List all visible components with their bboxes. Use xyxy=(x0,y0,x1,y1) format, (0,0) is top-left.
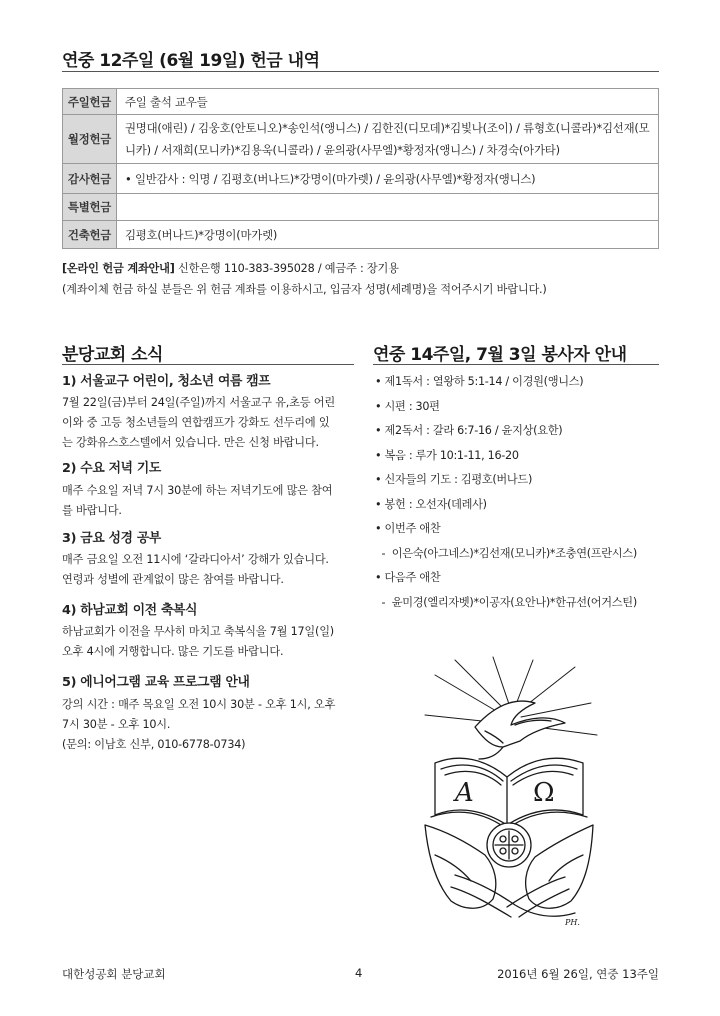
account-label: [온라인 헌금 계좌안내] xyxy=(62,262,175,275)
table-row xyxy=(63,221,659,249)
list-item: • 제1독서 : 열왕하 5:1-14 / 이경원(앵니스) xyxy=(375,375,584,388)
offering-title: 연중 12주일 (6월 19일) 헌금 내역 xyxy=(62,51,320,71)
account-text: 신한은행 110-383-395028 / 예금주 : 장기용 xyxy=(174,262,399,275)
table-row xyxy=(63,89,659,115)
row-label: 주일헌금 xyxy=(63,89,117,115)
page-number: 4 xyxy=(355,966,363,980)
news-title-rule xyxy=(62,364,354,365)
omega-letter: Ω xyxy=(533,778,555,808)
news-line: 7월 22일(금)부터 24일(주일)까지 서울교구 유,초등 어린 xyxy=(62,396,335,409)
table-row xyxy=(63,115,659,164)
account-note: (계좌이체 헌금 하실 분들은 위 헌금 계좌를 이용하시고, 입금자 성명(세례명)을 적어주시기 바랍니다.) xyxy=(62,283,547,296)
list-item: • 복음 : 루가 10:1-11, 16-20 xyxy=(375,448,519,462)
row-label: 건축헌금 xyxy=(63,221,117,249)
news-line: 를 바랍니다. xyxy=(62,504,122,517)
news-item xyxy=(62,371,354,453)
news-item xyxy=(62,671,354,755)
servers-title-rule xyxy=(373,364,659,365)
row-value: 권명대(애린) / 김웅호(안토니오)*송인석(앵니스) / 김한진(디모데)*김빛나(조이) / 류형호(니콜라)*김선재(모니카) / 서재희(모니카)*김용욱(니콜라) / 윤의광(사무엘)*황정자(앵니스) / 차경숙(아가타) xyxy=(117,115,659,164)
news-line: 이와 중 고등 청소년들의 연합캠프가 강화도 선두리에 있 xyxy=(62,416,330,429)
row-value: 주일 출석 교우들 xyxy=(117,89,659,115)
news-line: (문의: 이남호 신부, 010-6778-0734) xyxy=(62,738,246,751)
dove-book-hands-illustration xyxy=(415,655,605,930)
news-line: 하남교회가 이전을 무사히 마치고 축복식을 7월 17일(일) xyxy=(62,625,334,638)
news-heading: 2) 수요 저녁 기도 xyxy=(62,461,161,476)
news-list xyxy=(62,371,354,755)
paten-cross-icon xyxy=(487,823,531,867)
footer-church-name: 대한성공회 분당교회 xyxy=(62,967,166,981)
list-item: - 이은숙(아그네스)*김선재(모니카)*조충연(프란시스) xyxy=(375,546,637,560)
news-line: 는 강화유스호스텔에서 있습니다. 만은 신청 바랍니다. xyxy=(62,436,319,449)
list-item: • 신자들의 기도 : 김평호(버나드) xyxy=(375,473,533,486)
list-item: - 윤미경(엘리자벳)*이공자(요안나)*한규선(어거스틴) xyxy=(375,595,637,609)
row-value: • 일반감사 : 익명 / 김평호(버나드)*강명이(마가렛) / 윤의광(사무엘)*황정자(앵니스) xyxy=(117,164,659,194)
table-row xyxy=(63,194,659,221)
news-line: 매주 수요일 저녁 7시 30분에 하는 저녁기도에 많은 참여 xyxy=(62,484,333,497)
news-item xyxy=(62,457,354,521)
artist-signature: PH. xyxy=(565,918,580,927)
news-heading: 4) 하남교회 이전 축복식 xyxy=(62,603,198,618)
news-title: 분당교회 소식 xyxy=(62,345,163,365)
list-item: • 봉헌 : 오선자(데레사) xyxy=(375,497,487,511)
news-heading: 3) 금요 성경 공부 xyxy=(62,531,161,546)
table-row xyxy=(63,164,659,194)
row-value xyxy=(117,194,659,221)
news-item xyxy=(62,527,354,590)
row-label: 감사헌금 xyxy=(63,164,117,194)
offering-table xyxy=(62,88,659,249)
servers-title: 연중 14주일, 7월 3일 봉사자 안내 xyxy=(373,345,627,365)
row-value: 김평호(버나드)*강명이(마가렛) xyxy=(117,221,659,249)
news-line: 매주 금요일 오전 11시에 ‘갈라디아서’ 강해가 있습니다. xyxy=(62,553,329,566)
list-item: • 이번주 애찬 xyxy=(375,522,441,535)
list-item: • 다음주 애찬 xyxy=(375,571,441,584)
row-label: 특별헌금 xyxy=(63,194,117,221)
alpha-letter: A xyxy=(455,778,474,808)
news-item xyxy=(62,599,354,662)
news-line: 연령과 성별에 관계없이 많은 참여를 바랍니다. xyxy=(62,573,284,586)
news-line: 7시 30분 - 오후 10시. xyxy=(62,718,171,731)
row-label: 월정헌금 xyxy=(63,115,117,164)
news-heading: 1) 서울교구 어린이, 청소년 여름 캠프 xyxy=(62,374,271,389)
news-heading: 5) 에니어그램 교육 프로그램 안내 xyxy=(62,675,250,690)
account-info xyxy=(62,258,672,279)
footer-date: 2016년 6월 26일, 연중 13주일 xyxy=(497,967,659,981)
list-item: • 시편 : 30편 xyxy=(375,399,440,413)
servers-list xyxy=(375,370,665,615)
dove-icon xyxy=(475,701,565,759)
offering-title-rule xyxy=(62,71,659,72)
list-item: • 제2독서 : 갈라 6:7-16 / 윤지상(요한) xyxy=(375,424,563,437)
news-line: 강의 시간 : 매주 목요일 오전 10시 30분 - 오후 1시, 오후 xyxy=(62,698,336,711)
news-line: 오후 4시에 거행합니다. 많은 기도를 바랍니다. xyxy=(62,645,284,658)
